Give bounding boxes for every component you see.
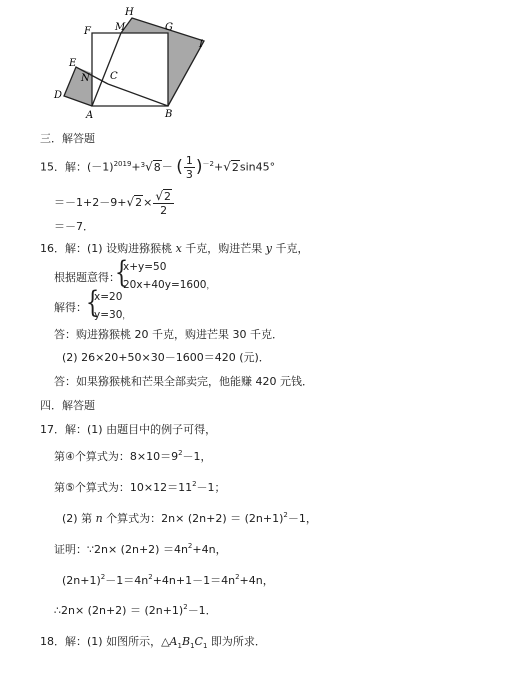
q17-l2-exp3: 2 xyxy=(235,573,240,581)
q16-eq2 xyxy=(123,279,214,291)
q16-answer-1: 答：购进猕猴桃 20 千克，购进芒果 30 千克． xyxy=(54,328,283,341)
section-heading-3: 三．解答题 xyxy=(40,132,95,145)
q16-basis-label: 根据题意得： xyxy=(54,271,120,284)
q15-line2-a: ＝－1+2－9+ xyxy=(54,196,127,209)
q18-A: A xyxy=(169,635,178,648)
q16-line-1 xyxy=(40,243,309,254)
label-M: M xyxy=(115,22,126,33)
square-ABGF xyxy=(92,33,168,106)
q15-frac-num: 1 xyxy=(185,154,193,167)
q15-plus: + xyxy=(131,160,141,174)
q15-sqrt-arg: 2 xyxy=(231,160,239,174)
label-A: A xyxy=(86,110,94,121)
q18-a: 18．解：(1) 如图所示，△ xyxy=(40,635,170,648)
q17-proof-line-3 xyxy=(54,605,217,616)
label-E: E xyxy=(69,58,77,69)
q15-prefix: 15．解：(－1) xyxy=(40,160,114,174)
q16-eq2-text: 20x+40y=1600 xyxy=(123,279,207,291)
q17-l2-exp1: 2 xyxy=(100,573,106,581)
q16-answer-2: 答：如果猕猴桃和芒果全部卖完，他能赚 420 元钱． xyxy=(54,375,313,388)
q15-plus-2: + xyxy=(214,160,224,174)
q17-l2-c: +4n+1－1＝4n xyxy=(152,574,236,587)
q18-sub-b: 1 xyxy=(190,642,195,650)
paren-close: ) xyxy=(195,157,203,177)
q17-l5-b: －1； xyxy=(196,481,226,494)
q16-sol1: x=20 xyxy=(94,291,123,303)
q16-sol2 xyxy=(94,309,130,321)
q17-proof xyxy=(54,544,227,555)
label-B: B xyxy=(165,109,173,120)
q16-eq1: x+y=50 xyxy=(123,261,167,273)
label-N: N xyxy=(81,73,90,84)
q16-sol2-text: y=30 xyxy=(94,309,123,321)
q17-l4-b: －1， xyxy=(182,450,212,463)
q15-line2-frac-den: 2 xyxy=(160,204,168,217)
q18-sub-c: 1 xyxy=(202,642,208,650)
label-G: G xyxy=(165,22,173,33)
q17-l2-a: (2n+1) xyxy=(62,574,101,587)
q17-p2-exp: 2 xyxy=(283,511,288,519)
q18-b: 即为所求． xyxy=(207,635,266,648)
q17-proof-line-2 xyxy=(62,575,274,586)
q16-part-2: (2) 26×20+50×30－1600＝420 (元)． xyxy=(62,351,270,364)
q17-line-1: 17．解：(1) 由题目中的例子可得， xyxy=(40,423,217,436)
q15-line-2 xyxy=(54,190,175,216)
radical-icon: √ xyxy=(223,159,231,174)
q17-l5-a: 第⑤个算式为：10×12＝11 xyxy=(54,481,193,494)
label-H: H xyxy=(125,7,134,18)
q15-cbrt-arg: 8 xyxy=(153,160,161,174)
radical-icon: √ xyxy=(145,159,153,174)
q15-cbrt-index: 3 xyxy=(140,160,146,169)
q17-l3-a: ∴2n× (2n+2) ＝ (2n+1) xyxy=(54,604,184,617)
q17-l2-b: －1＝4n xyxy=(105,574,149,587)
q16-p1-a: 16．解：(1) 设购进猕猴桃 xyxy=(40,242,176,255)
q16-var-x: x xyxy=(175,242,182,255)
q17-l4-exp: 2 xyxy=(178,449,183,457)
q17-l2-exp2: 2 xyxy=(148,573,153,581)
q17-l2-d: +4n， xyxy=(239,574,274,587)
q16-sol-comma: ， xyxy=(122,311,131,320)
q18-line-1 xyxy=(40,635,266,650)
section-heading-4: 四．解答题 xyxy=(40,399,95,412)
q18-sub-a: 1 xyxy=(177,642,182,650)
q15-times: × xyxy=(143,196,153,209)
q17-p2-a: (2) 第 xyxy=(62,512,96,525)
q17-l5-exp: 2 xyxy=(192,480,197,488)
q16-var-y: y xyxy=(265,242,273,255)
q17-formula-5 xyxy=(54,482,226,493)
label-D: D xyxy=(54,90,63,101)
q17-formula-4 xyxy=(54,451,212,462)
q17-proof-exp: 2 xyxy=(187,542,193,550)
label-I: I xyxy=(199,39,203,50)
radical-icon: √ xyxy=(126,195,135,209)
q15-fraction xyxy=(184,155,195,180)
label-F: F xyxy=(84,26,91,37)
q15-minus: － xyxy=(161,160,173,174)
paren-open: ( xyxy=(176,157,183,177)
geometry-figure xyxy=(0,0,507,130)
q16-solve-label: 解得： xyxy=(54,301,87,314)
q15-line2-frac-num xyxy=(153,190,174,204)
label-C: C xyxy=(110,71,118,82)
q15-frac-den: 3 xyxy=(185,168,193,181)
brace-icon: { xyxy=(114,255,129,290)
q16-p1-b: 千克，购进芒果 xyxy=(181,242,266,255)
q15-line2-fraction xyxy=(153,190,174,216)
q17-proof-a: 证明：∵2n× (2n+2) ＝4n xyxy=(54,543,188,556)
radical-icon: √ xyxy=(155,189,163,203)
q15-exp-2019: 2019 xyxy=(113,159,132,168)
q16-eq-comma: ， xyxy=(206,281,215,290)
q15-sin: sin45° xyxy=(239,160,276,174)
q17-part-2 xyxy=(62,513,317,524)
q15-line2-frac-num-arg: 2 xyxy=(163,190,171,203)
q17-p2-b: 个算式为：2n× (2n+2) ＝ (2n+1) xyxy=(102,512,284,525)
q15-line-1 xyxy=(40,155,275,180)
q15-line-3: ＝－7． xyxy=(54,220,94,233)
q17-l4-a: 第④个算式为：8×10＝9 xyxy=(54,450,179,463)
q17-p2-c: －1， xyxy=(287,512,317,525)
q17-var-n: n xyxy=(95,512,103,525)
q17-l3-b: －1． xyxy=(187,604,217,617)
q18-B: B xyxy=(181,635,191,648)
q17-l3-exp: 2 xyxy=(183,603,188,611)
q15-line2-sqrt: 2 xyxy=(135,196,143,209)
q16-p1-c: 千克， xyxy=(272,242,309,255)
q17-proof-b: +4n， xyxy=(192,543,227,556)
brace-icon: { xyxy=(85,285,100,320)
q18-C: C xyxy=(194,635,203,648)
q15-exp-neg2: －2 xyxy=(202,159,215,168)
